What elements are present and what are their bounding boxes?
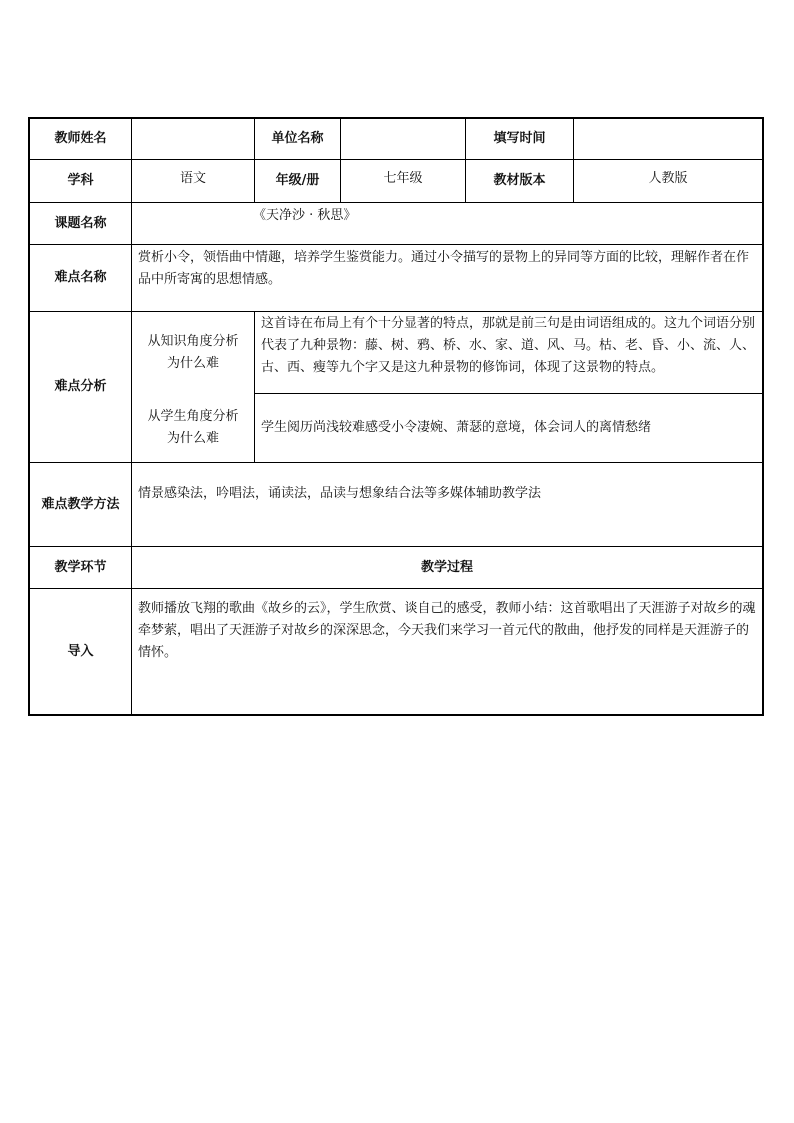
knowledge-angle-label-line2: 为什么难 [166,355,219,371]
difficulty-analysis-label: 难点分析 [54,379,107,394]
student-angle-label-line2: 为什么难 [166,431,219,446]
table-border-right [762,117,764,716]
row-divider [28,244,764,245]
teaching-method-label: 难点教学方法 [41,496,120,512]
knowledge-angle-label [132,312,254,393]
row-divider [28,588,764,589]
table-border-bottom [28,714,764,716]
teaching-method-value [138,483,758,513]
lesson-plan-table [28,117,764,716]
column-divider [254,311,255,462]
intro-text: 教师播放飞翔的歌曲《故乡的云》，学生欣赏、谈自己的感受，教师小结：这首歌唱出了天涯游子对故乡的魂牵梦萦，唱出了天涯游子对故乡的深深思念，今天我们来学习一首元代的散曲，他抒发的同样是天涯游子的情怀。 [138,601,756,660]
unit-name-value [341,119,465,159]
student-angle-label-line1: 从学生角度分析 [147,409,239,424]
intro-label: 导入 [67,643,94,659]
student-angle-value: 学生阅历尚浅较难感受小令凄婉、萧瑟的意境，体会词人的离情愁绪 [261,420,652,435]
topic-value: 《天净沙 · 秋思》 [253,208,357,223]
teaching-process-header: 教学过程 [420,559,473,575]
knowledge-angle-text: 这首诗在布局上有个十分显著的特点，那就是前三句是由词语组成的。这九个词语分别代表了九种景物：藤、树、鸦、桥、水、家、道、风、马。枯、老、昏、小、流、人、古、西、瘦等九个字又是这九种景物的修饰词，体现了这景物的特点。 [261,316,756,375]
subject-label: 学科 [67,173,94,188]
unit-name-label: 单位名称 [271,131,324,146]
topic-label: 课题名称 [54,215,107,231]
row-divider [28,462,764,463]
student-angle-label [132,394,254,462]
subject-value: 语文 [179,171,206,186]
fill-time-label: 填写时间 [493,131,546,146]
teaching-method-text: 情景感染法，吟唱法，诵读法，品读与想象结合法等多媒体辅助教学法 [138,486,542,501]
edition-value: 人教版 [648,171,688,186]
intro-value [138,598,758,668]
teacher-name-label: 教师姓名 [54,131,107,146]
difficulty-name-label: 难点名称 [54,270,107,285]
grade-value: 七年级 [383,171,423,186]
edition-label: 教材版本 [493,173,546,188]
knowledge-angle-value [261,313,759,392]
difficulty-name-value [138,247,758,309]
fill-time-value [574,119,762,159]
teaching-stage-header: 教学环节 [54,559,107,575]
difficulty-name-text: 赏析小令，领悟曲中情趣，培养学生鉴赏能力。通过小令描写的景物上的异同等方面的比较，理解作者在作品中所寄寓的思想情感。 [138,250,750,287]
teacher-name-value [132,119,254,159]
knowledge-angle-label-line1: 从知识角度分析 [147,333,239,349]
grade-label: 年级/册 [275,173,320,188]
